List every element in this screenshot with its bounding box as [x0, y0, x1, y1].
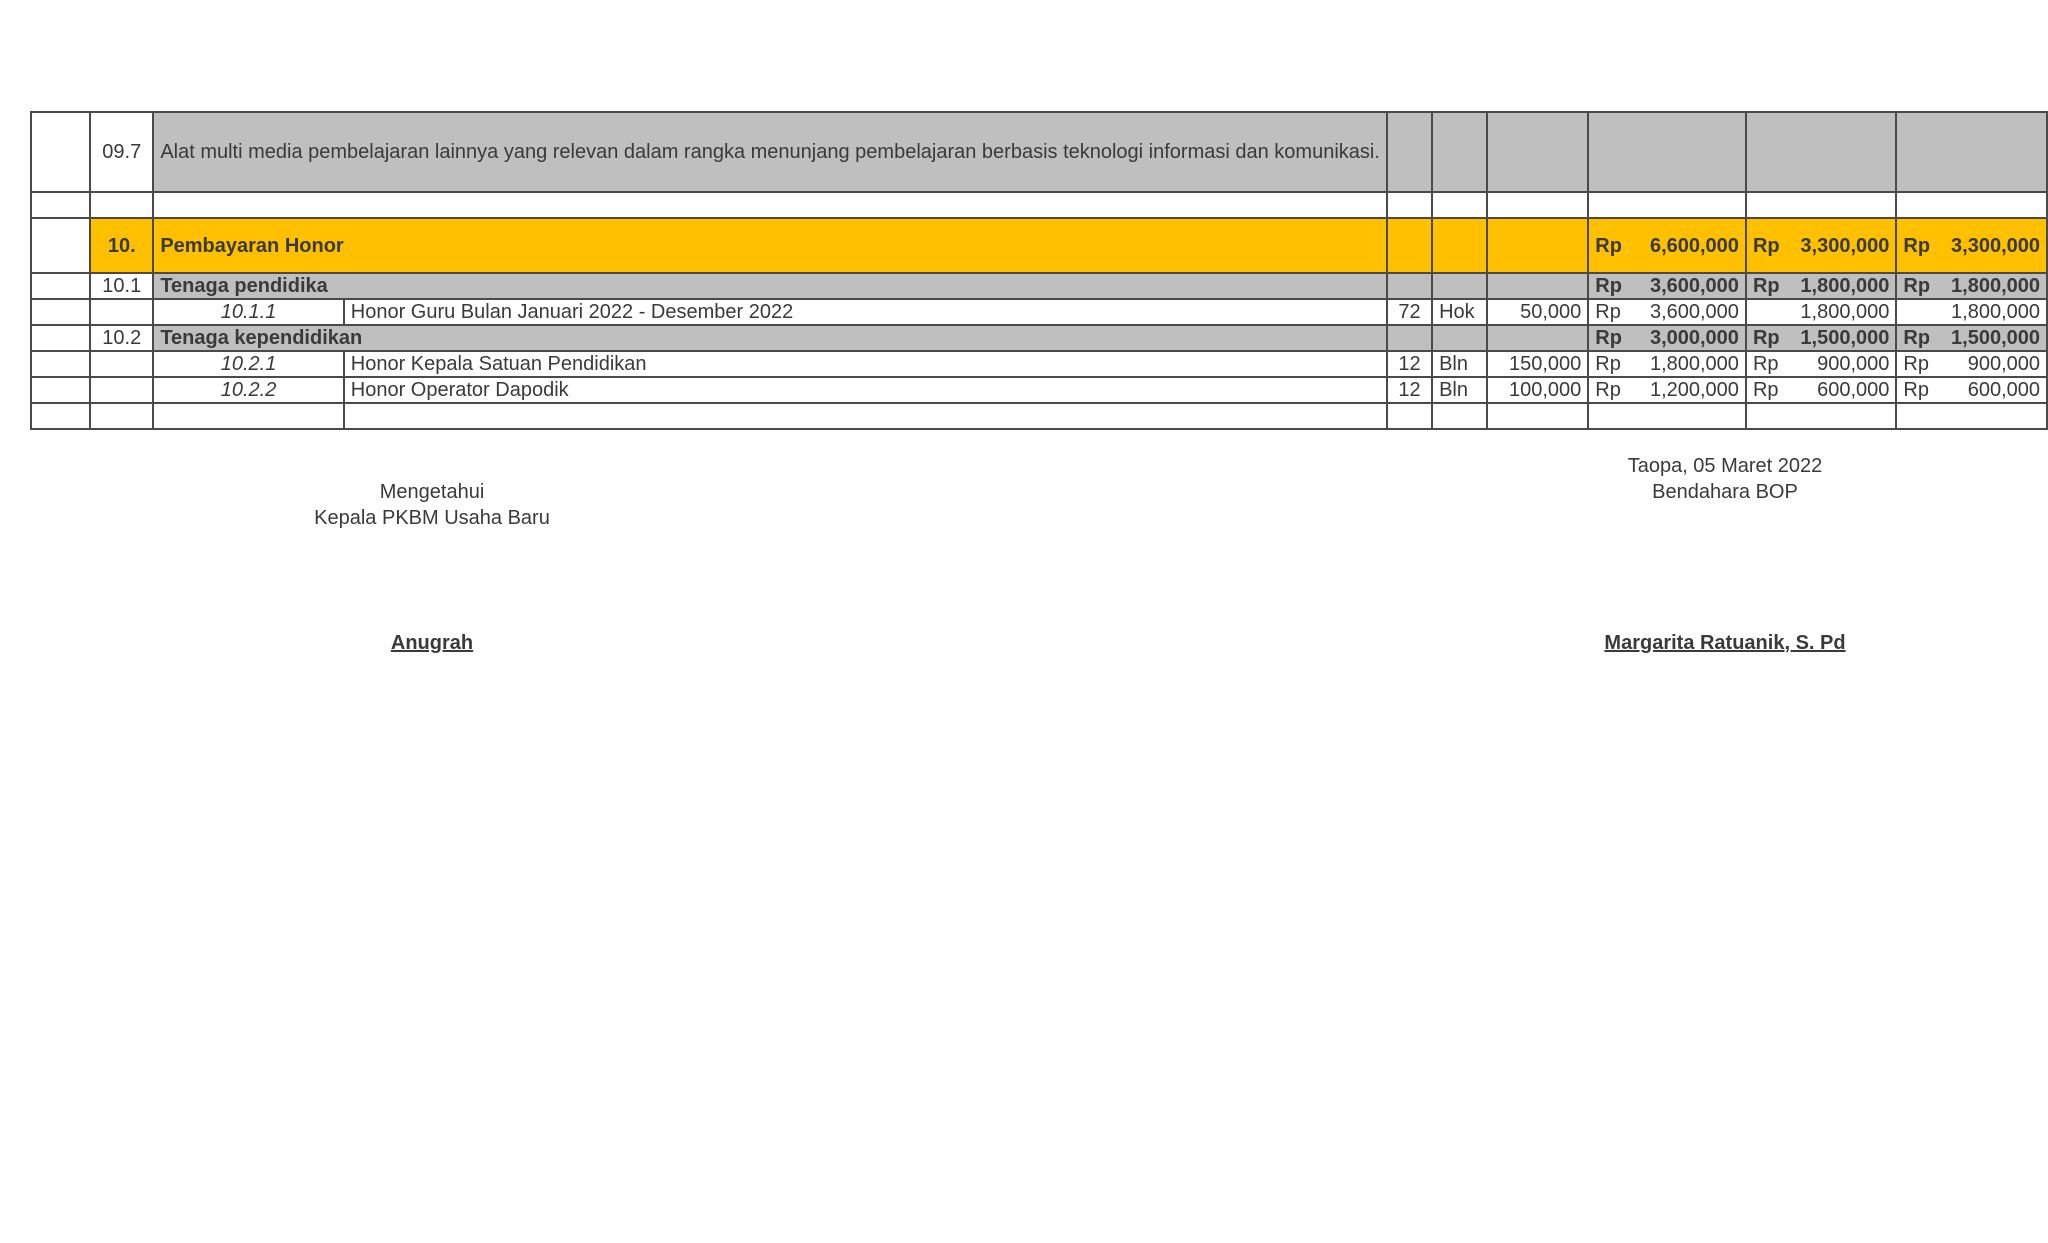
- quantity: 12: [1387, 377, 1432, 403]
- amount-phase-2: 900,000: [1937, 351, 2047, 377]
- amount-phase-1: 1,800,000: [1787, 273, 1897, 299]
- currency-label: Rp: [1746, 377, 1787, 403]
- row-description: Honor Operator Dapodik: [344, 377, 1387, 403]
- currency-label: Rp: [1896, 377, 1937, 403]
- unit-price: 50,000: [1487, 299, 1588, 325]
- total-amount: 3,600,000: [1631, 299, 1746, 325]
- unit: Bln: [1432, 377, 1487, 403]
- currency-label: Rp: [1746, 325, 1787, 351]
- row-code: 10.: [90, 218, 153, 273]
- currency-label: Rp: [1588, 351, 1631, 377]
- row-description: Pembayaran Honor: [153, 218, 1387, 273]
- signature-right-line1: Taopa, 05 Maret 2022: [1627, 455, 1823, 477]
- total-amount: 3,600,000: [1631, 273, 1746, 299]
- signature-left-line2: Kepala PKBM Usaha Baru: [314, 507, 550, 529]
- row-code: 10.1.1: [153, 299, 343, 325]
- row-code: 10.1: [90, 273, 153, 299]
- row-code: 10.2.2: [153, 377, 343, 403]
- row-description: Tenaga kependidikan: [153, 325, 1387, 351]
- table-row: [31, 192, 2047, 218]
- total-amount: 6,600,000: [1631, 218, 1746, 273]
- total-amount: 1,200,000: [1631, 377, 1746, 403]
- quantity: 72: [1387, 299, 1432, 325]
- currency-label: Rp: [1896, 325, 1937, 351]
- unit: Hok: [1432, 299, 1487, 325]
- amount-phase-1: 3,300,000: [1787, 218, 1897, 273]
- signature-left: [282, 479, 582, 656]
- amount-phase-1: 600,000: [1787, 377, 1897, 403]
- row-code: 09.7: [90, 112, 153, 192]
- row-code: 10.2.1: [153, 351, 343, 377]
- total-amount: 1,800,000: [1631, 351, 1746, 377]
- row-description: Honor Guru Bulan Januari 2022 - Desember 2022: [344, 299, 1387, 325]
- amount-phase-2: 3,300,000: [1937, 218, 2047, 273]
- table-row: [31, 218, 2047, 273]
- currency-label: Rp: [1588, 325, 1631, 351]
- unit-price: 150,000: [1487, 351, 1588, 377]
- table-row: [31, 351, 2047, 377]
- signature-right-name: Margarita Ratuanik, S. Pd: [1604, 632, 1846, 654]
- currency-label: Rp: [1896, 351, 1937, 377]
- currency-label: Rp: [1746, 273, 1787, 299]
- table-row: [31, 299, 2047, 325]
- table-row: [31, 377, 2047, 403]
- signature-right-line2: Bendahara BOP: [1652, 481, 1798, 503]
- amount-phase-1: 1,500,000: [1787, 325, 1897, 351]
- amount-phase-1: 900,000: [1787, 351, 1897, 377]
- currency-label: Rp: [1746, 218, 1787, 273]
- table-row: [31, 112, 2047, 192]
- table-row: [31, 403, 2047, 429]
- signature-right: [1575, 453, 1875, 656]
- signature-left-name: Anugrah: [390, 632, 474, 654]
- unit: Bln: [1432, 351, 1487, 377]
- quantity: 12: [1387, 351, 1432, 377]
- amount-phase-2: 1,800,000: [1937, 273, 2047, 299]
- signature-left-line1: Mengetahui: [379, 481, 485, 503]
- unit-price: 100,000: [1487, 377, 1588, 403]
- amount-phase-2: 1,800,000: [1937, 299, 2047, 325]
- currency-label: Rp: [1588, 299, 1631, 325]
- currency-label: Rp: [1588, 218, 1631, 273]
- currency-label: Rp: [1588, 377, 1631, 403]
- currency-label: Rp: [1896, 273, 1937, 299]
- currency-label: Rp: [1896, 218, 1937, 273]
- table-row: [31, 325, 2047, 351]
- row-code: 10.2: [90, 325, 153, 351]
- table-row: [31, 273, 2047, 299]
- currency-label: Rp: [1588, 273, 1631, 299]
- amount-phase-2: 600,000: [1937, 377, 2047, 403]
- currency-label: Rp: [1746, 351, 1787, 377]
- amount-phase-2: 1,500,000: [1937, 325, 2047, 351]
- amount-phase-1: 1,800,000: [1787, 299, 1897, 325]
- row-description: Honor Kepala Satuan Pendidikan: [344, 351, 1387, 377]
- row-description: Alat multi media pembelajaran lainnya yang relevan dalam rangka menunjang pembelajaran berbasis teknologi informasi dan komunikasi.: [153, 112, 1387, 192]
- budget-table: [30, 111, 2048, 430]
- row-description: Tenaga pendidika: [153, 273, 1387, 299]
- total-amount: 3,000,000: [1631, 325, 1746, 351]
